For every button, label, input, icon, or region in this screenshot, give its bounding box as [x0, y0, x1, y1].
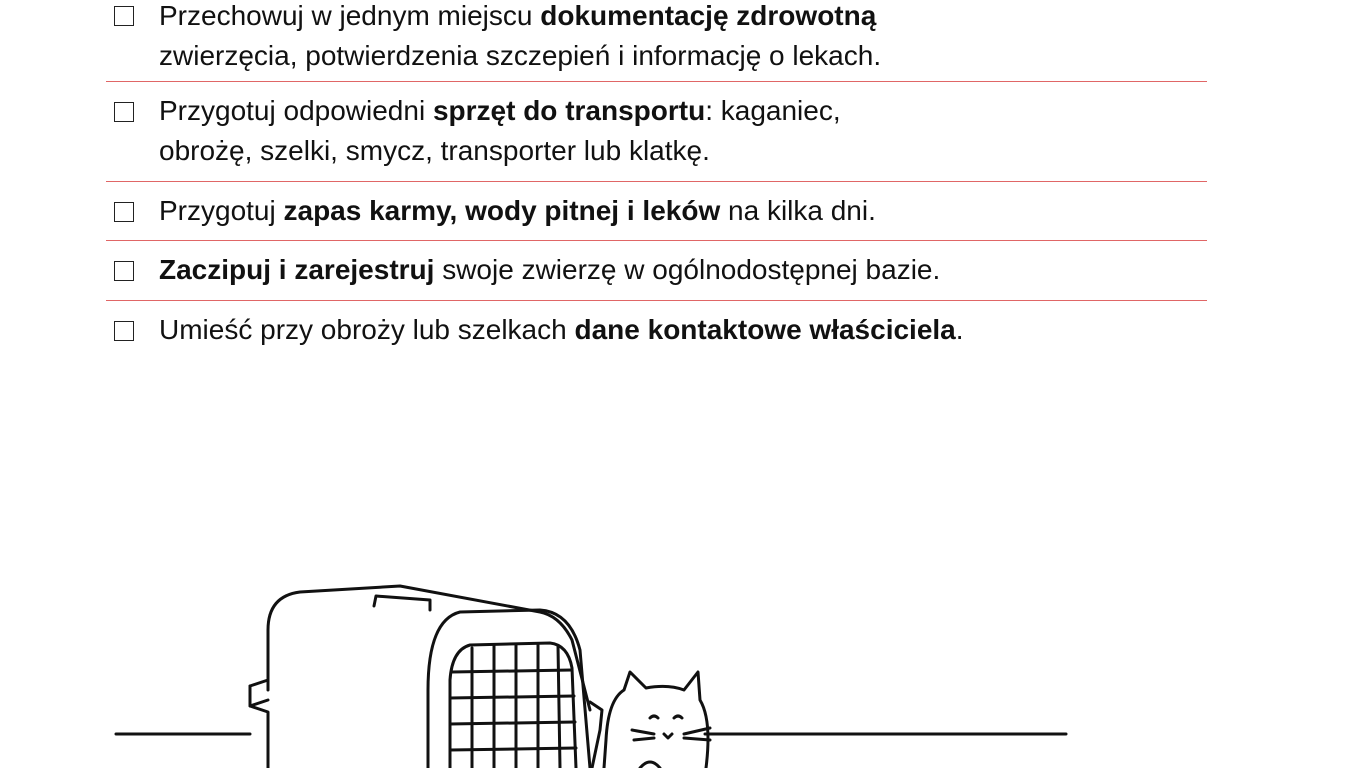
pet-carrier-icon [250, 586, 602, 768]
checklist-item-microchip [106, 241, 1207, 301]
checkbox[interactable] [114, 6, 134, 26]
checkbox[interactable] [114, 321, 134, 341]
item-text-line2: zwierzęcia, potwierdzenia szczepień i informację o lekach. [159, 40, 882, 71]
item-text-line2: obrożę, szelki, smycz, transporter lub klatkę. [159, 135, 710, 166]
checkbox[interactable] [114, 202, 134, 222]
checkbox[interactable] [114, 261, 134, 281]
checklist [106, 0, 1207, 361]
checklist-item-food-water-supplies [106, 182, 1207, 241]
item-text: Przygotuj zapas karmy, wody pitnej i leków na kilka dni. [159, 195, 876, 226]
item-text: Przygotuj odpowiedni sprzęt do transportu: kaganiec, [159, 95, 841, 126]
item-text: Umieść przy obroży lub szelkach dane kontaktowe właściciela. [159, 314, 964, 345]
item-text: Zaczipuj i zarejestruj swoje zwierzę w ogólnodostępnej bazie. [159, 254, 941, 285]
checkbox[interactable] [114, 102, 134, 122]
checklist-item-health-documents [106, 0, 1207, 82]
checklist-item-transport-equipment [106, 82, 1207, 182]
cat-icon [604, 672, 710, 768]
item-text: Przechowuj w jednym miejscu dokumentację zdrowotną [159, 0, 877, 31]
checklist-item-owner-contact [106, 301, 1207, 361]
